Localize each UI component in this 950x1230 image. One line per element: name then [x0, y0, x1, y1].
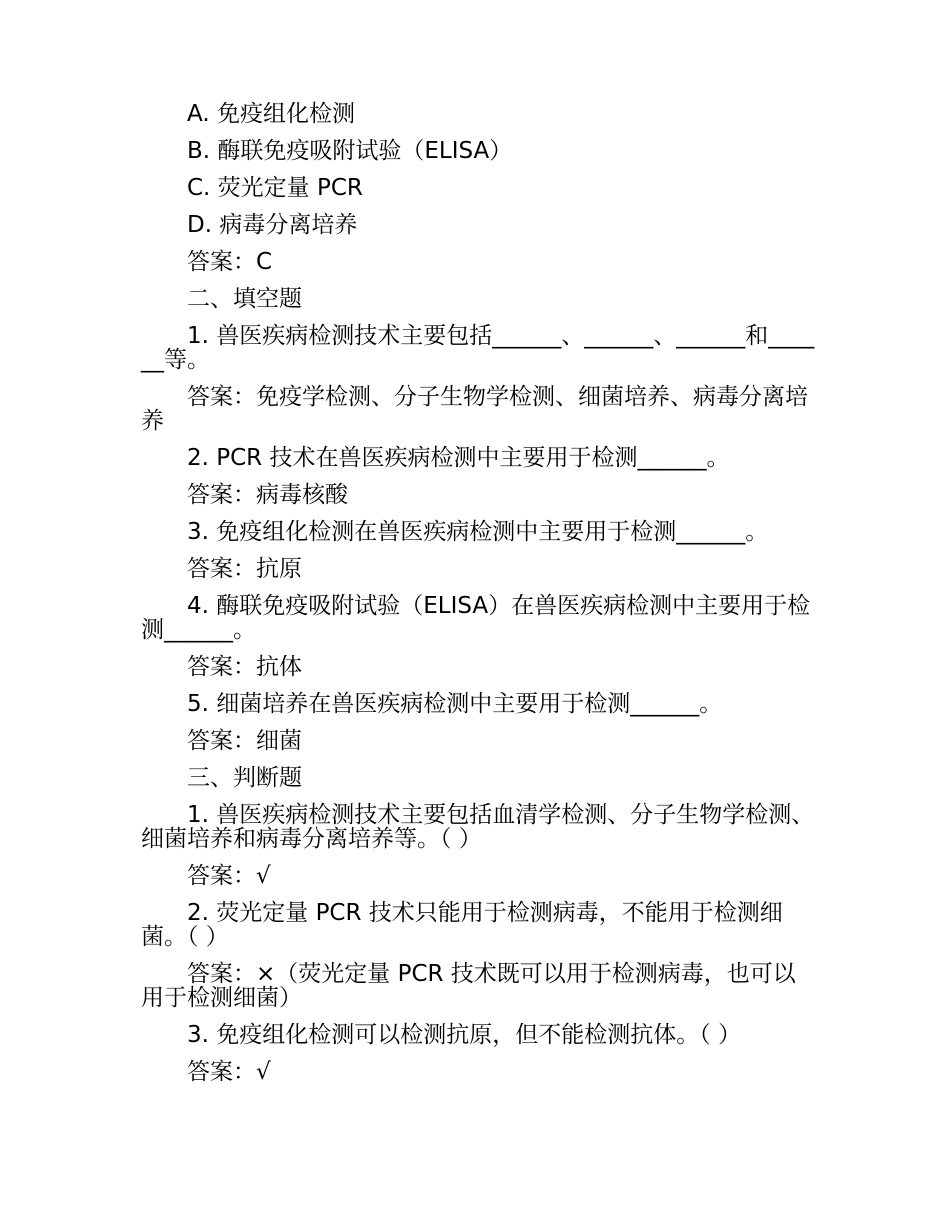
answer-line: 答案：病毒核酸	[187, 482, 348, 508]
answer-line: 答案：√	[187, 1059, 271, 1085]
question-line: 1. 兽医疾病检测技术主要包括______、______、______和______等。	[141, 323, 815, 373]
question-line: 1. 兽医疾病检测技术主要包括血清学检测、分子生物学检测、细菌培养和病毒分离培养等。（ ）	[141, 802, 815, 852]
question-line: 2. PCR 技术在兽医疾病检测中主要用于检测______。	[187, 445, 730, 471]
option-a: A. 免疫组化检测	[187, 101, 355, 127]
option-b: B. 酶联免疫吸附试验（ELISA）	[187, 138, 513, 164]
answer-line: 答案：细菌	[187, 728, 302, 754]
section-heading-fill-in: 二、填空题	[187, 286, 302, 312]
answer-line: 答案：√	[187, 863, 271, 889]
question-line: 3. 免疫组化检测在兽医疾病检测中主要用于检测______。	[187, 519, 769, 545]
question-line: 3. 免疫组化检测可以检测抗原，但不能检测抗体。（ ）	[187, 1022, 742, 1048]
option-d: D. 病毒分离培养	[187, 212, 358, 238]
answer-line: 答案：免疫学检测、分子生物学检测、细菌培养、病毒分离培养	[141, 384, 808, 434]
section-heading-true-false: 三、判断题	[187, 765, 302, 791]
answer-line: 答案：抗原	[187, 556, 302, 582]
document-content	[141, 102, 816, 1097]
question-line: 4. 酶联免疫吸附试验（ELISA）在兽医疾病检测中主要用于检测______。	[141, 593, 811, 643]
answer-line: 答案：抗体	[187, 654, 302, 680]
option-c: C. 荧光定量 PCR	[187, 175, 363, 201]
answer-line: 答案：C	[187, 249, 273, 275]
question-line: 5. 细菌培养在兽医疾病检测中主要用于检测______。	[187, 691, 723, 717]
question-line: 2. 荧光定量 PCR 技术只能用于检测病毒，不能用于检测细菌。（ ）	[141, 900, 783, 950]
answer-line: 答案：×（荧光定量 PCR 技术既可以用于检测病毒，也可以用于检测细菌）	[141, 961, 796, 1011]
